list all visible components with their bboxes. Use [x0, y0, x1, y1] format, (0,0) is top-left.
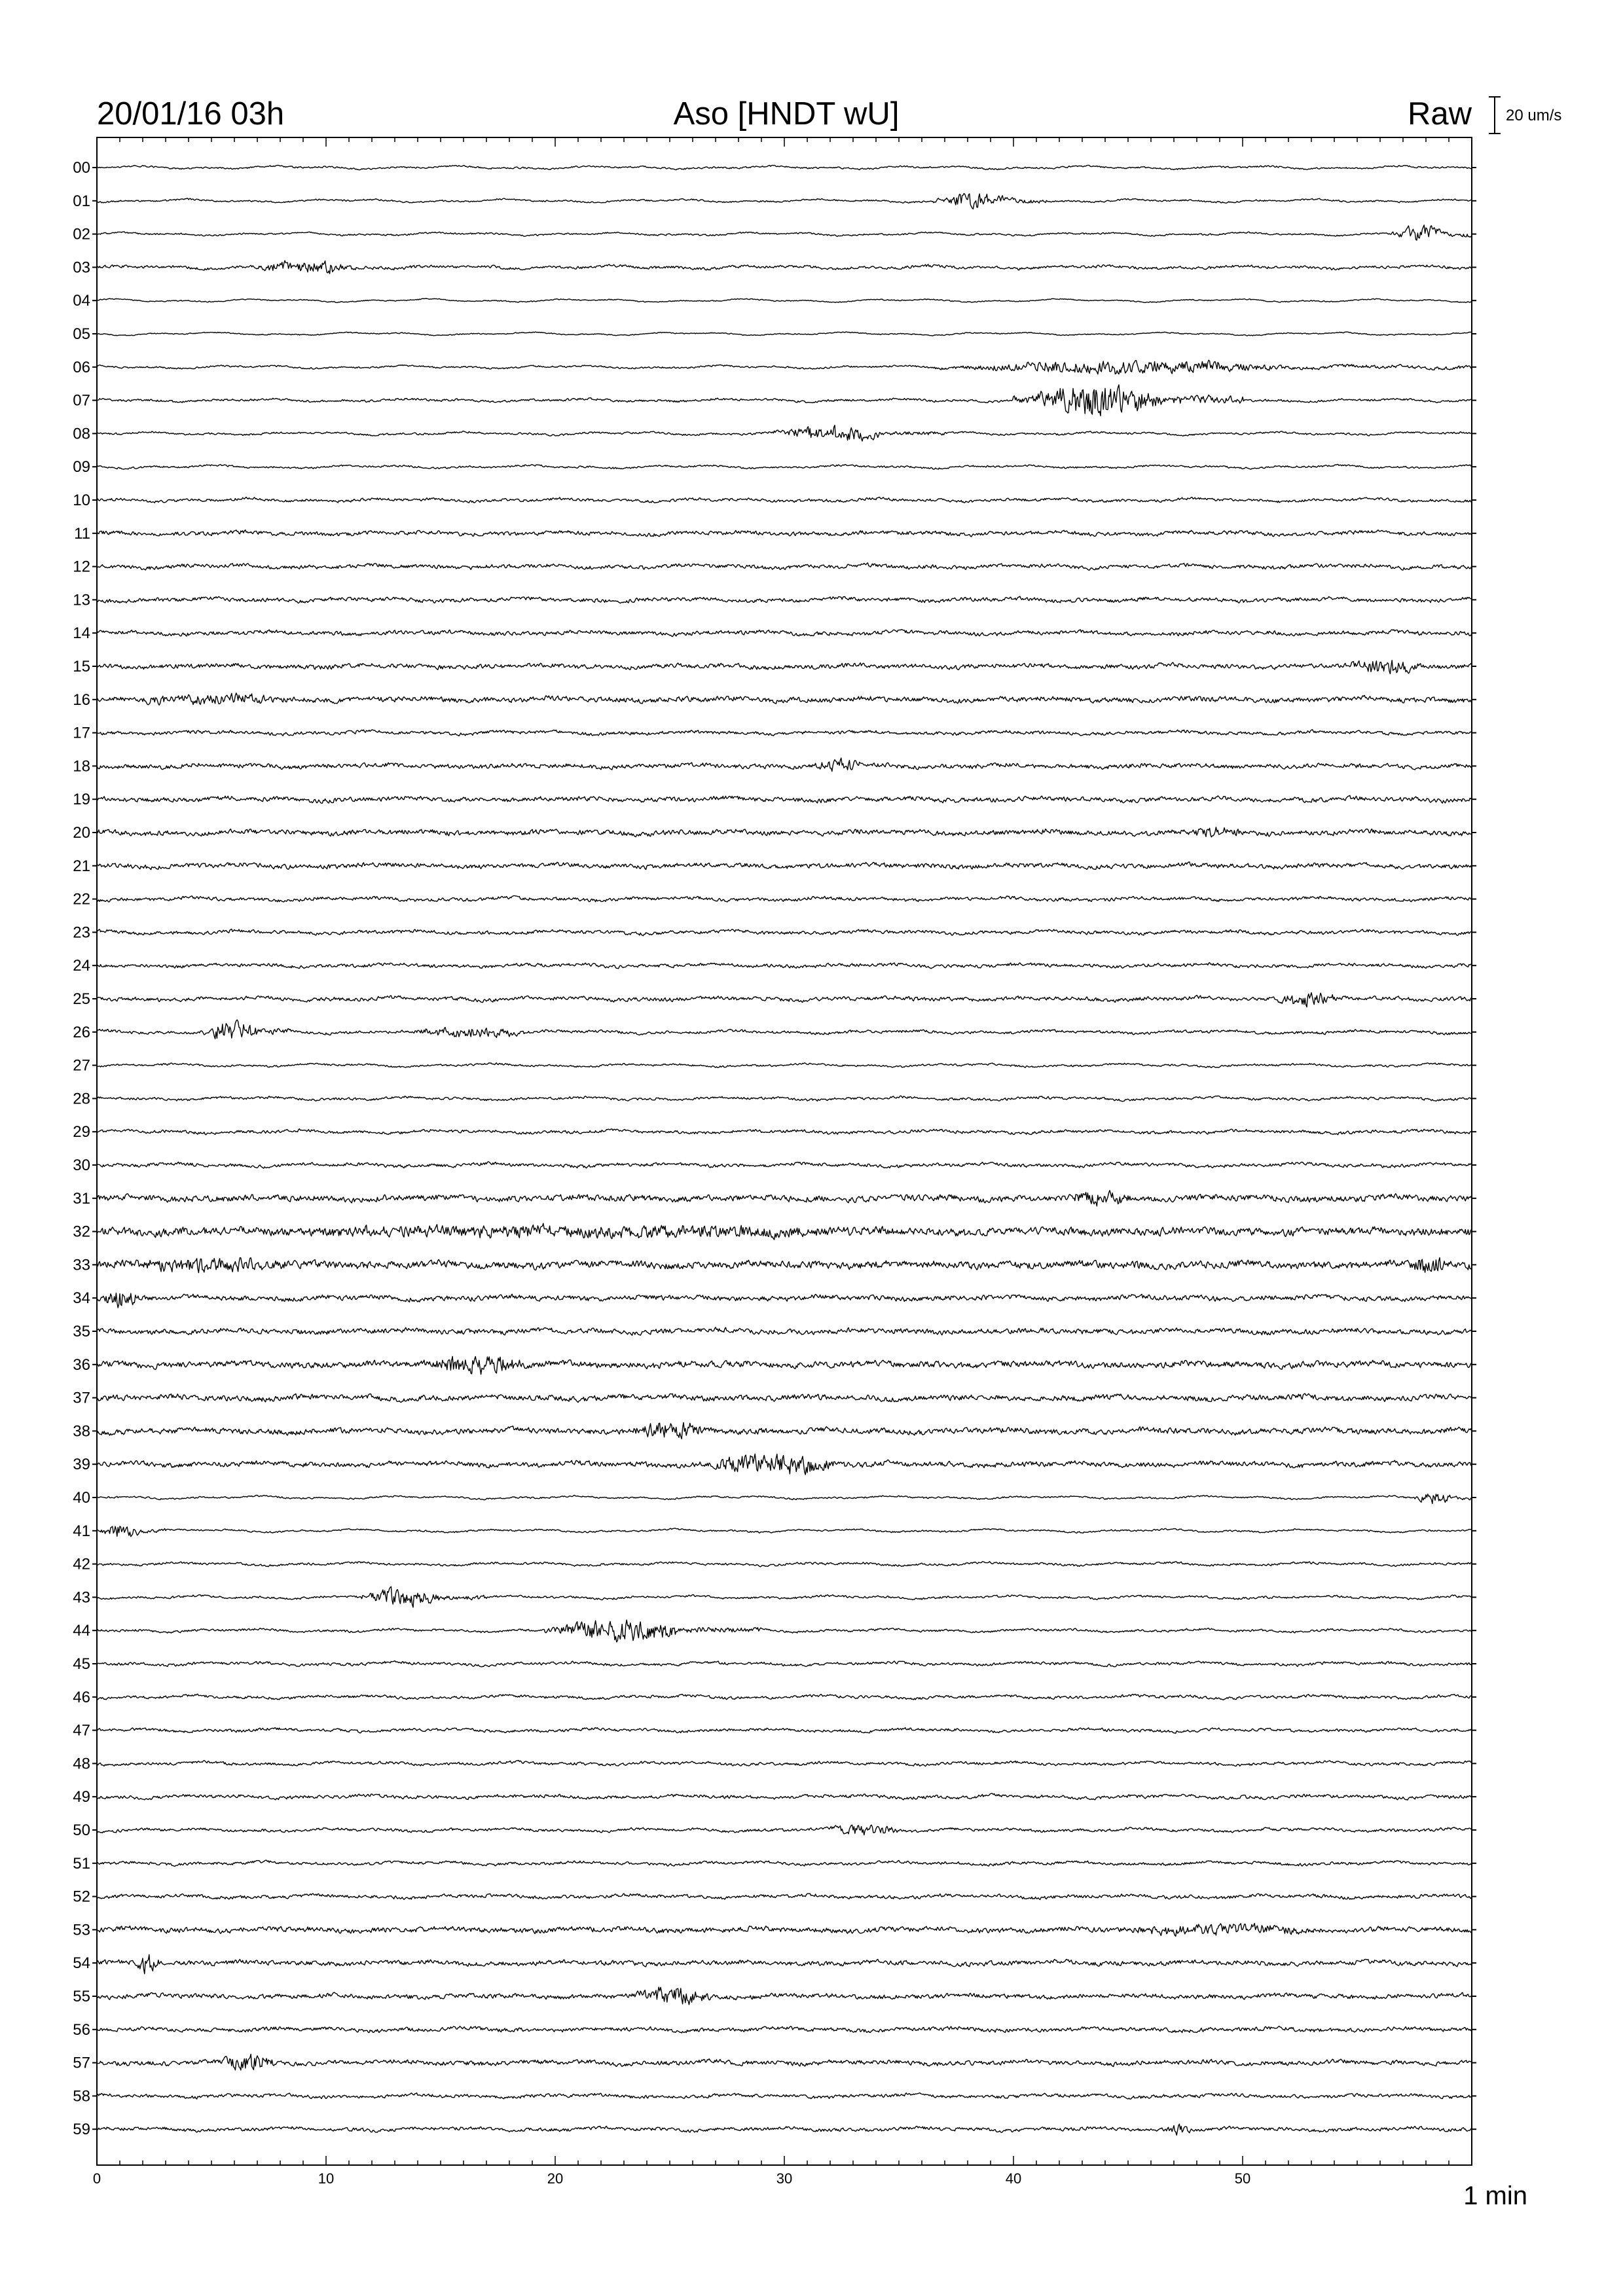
row-label: 52: [73, 1888, 90, 1906]
trace-row-42: [97, 1562, 1472, 1567]
row-label: 54: [73, 1954, 90, 1973]
row-label: 20: [73, 824, 90, 842]
trace-row-35: [97, 1327, 1472, 1335]
row-label: 07: [73, 391, 90, 410]
trace-row-41: [97, 1526, 1472, 1537]
row-label: 13: [73, 591, 90, 609]
row-label: 47: [73, 1721, 90, 1740]
trace-row-40: [97, 1494, 1472, 1504]
row-label: 04: [73, 292, 90, 310]
trace-row-49: [97, 1793, 1472, 1800]
row-label: 42: [73, 1555, 90, 1573]
row-label: 55: [73, 1988, 90, 2005]
row-label: 35: [73, 1323, 90, 1340]
row-label: 27: [73, 1056, 90, 1075]
tick-marks: [92, 137, 1476, 2165]
trace-row-29: [97, 1129, 1472, 1135]
trace-row-02: [97, 225, 1472, 240]
trace-row-43: [97, 1587, 1472, 1607]
row-label: 51: [73, 1854, 90, 1873]
trace-row-26: [97, 1020, 1472, 1039]
trace-row-17: [97, 730, 1472, 736]
scale-label: 20 um/s: [1506, 107, 1562, 124]
row-label: 29: [73, 1123, 90, 1141]
row-label: 12: [73, 558, 90, 576]
trace-row-14: [97, 630, 1472, 637]
trace-row-37: [97, 1393, 1472, 1403]
row-label: 31: [73, 1189, 90, 1208]
trace-row-58: [97, 2093, 1472, 2099]
trace-row-06: [97, 360, 1472, 374]
row-label: 10: [73, 492, 90, 509]
trace-row-44: [97, 1620, 1472, 1642]
trace-row-23: [97, 929, 1472, 936]
trace-row-38: [97, 1423, 1472, 1439]
row-label: 11: [74, 524, 90, 543]
x-tick-label: 20: [547, 2170, 564, 2187]
row-label: 26: [73, 1023, 90, 1041]
x-tick-label: 50: [1234, 2170, 1251, 2187]
x-tick-label: 40: [1005, 2170, 1022, 2187]
row-label: 45: [73, 1655, 90, 1673]
trace-row-04: [97, 298, 1472, 302]
row-label: 34: [73, 1289, 90, 1308]
row-label: 08: [73, 425, 90, 443]
trace-row-50: [97, 1825, 1472, 1835]
trace-row-15: [97, 660, 1472, 674]
trace-row-45: [97, 1661, 1472, 1667]
trace-row-53: [97, 1924, 1472, 1937]
trace-row-12: [97, 563, 1472, 570]
row-label: 05: [73, 325, 90, 343]
x-tick-labels: [93, 2170, 1250, 2187]
trace-row-20: [97, 827, 1472, 837]
row-label: 06: [73, 358, 90, 376]
row-label: 58: [73, 2087, 90, 2106]
row-label: 43: [73, 1588, 90, 1607]
trace-row-54: [97, 1954, 1472, 1973]
row-label: 33: [73, 1256, 90, 1274]
row-label: 30: [73, 1157, 90, 1174]
trace-row-00: [97, 165, 1472, 170]
trace-row-22: [97, 896, 1472, 903]
amplitude-scale-bar: [1489, 97, 1561, 134]
trace-row-01: [97, 194, 1472, 209]
row-label: 19: [73, 791, 90, 809]
trace-row-36: [97, 1356, 1472, 1374]
trace-row-03: [97, 260, 1472, 274]
station-title: Aso [HNDT wU]: [673, 96, 900, 132]
trace-row-08: [97, 425, 1472, 441]
trace-row-39: [97, 1454, 1472, 1475]
row-label: 38: [73, 1422, 90, 1441]
row-label: 40: [73, 1489, 90, 1507]
row-label: 48: [73, 1755, 90, 1773]
row-label: 46: [73, 1688, 90, 1706]
trace-row-18: [97, 758, 1472, 771]
row-label: 02: [73, 225, 90, 243]
trace-row-33: [97, 1258, 1472, 1273]
trace-row-32: [97, 1223, 1472, 1240]
trace-row-13: [97, 596, 1472, 603]
row-label: 59: [73, 2121, 90, 2139]
row-label: 39: [73, 1456, 90, 1474]
x-tick-label: 30: [776, 2170, 793, 2187]
trace-row-51: [97, 1860, 1472, 1866]
row-label: 09: [73, 458, 90, 476]
trace-row-55: [97, 1987, 1472, 2005]
trace-row-34: [97, 1293, 1472, 1308]
row-label: 18: [73, 757, 90, 776]
row-label: 23: [73, 924, 90, 942]
trace-row-59: [97, 2124, 1472, 2135]
trace-row-11: [97, 530, 1472, 537]
trace-row-09: [97, 465, 1472, 470]
row-label: 37: [73, 1389, 90, 1407]
row-label: 32: [73, 1223, 90, 1241]
trace-row-57: [97, 2054, 1472, 2070]
trace-row-46: [97, 1694, 1472, 1700]
row-label: 15: [73, 658, 90, 675]
x-tick-label: 0: [92, 2170, 101, 2187]
trace-row-56: [97, 2026, 1472, 2033]
row-label: 14: [73, 624, 90, 643]
trace-row-47: [97, 1728, 1472, 1734]
row-label: 56: [73, 2020, 90, 2039]
x-axis-label: 1 min: [1463, 2181, 1527, 2210]
datetime-label: 20/01/16 03h: [97, 96, 285, 132]
trace-row-31: [97, 1191, 1472, 1206]
row-label: 28: [73, 1090, 90, 1108]
row-label: 01: [73, 192, 90, 210]
trace-row-24: [97, 963, 1472, 969]
trace-row-48: [97, 1761, 1472, 1767]
traces: [97, 165, 1472, 2135]
row-label: 57: [73, 2054, 90, 2072]
row-label: 53: [73, 1921, 90, 1939]
mode-label: Raw: [1407, 96, 1472, 132]
trace-row-52: [97, 1893, 1472, 1899]
row-label: 44: [73, 1622, 90, 1640]
trace-row-28: [97, 1096, 1472, 1102]
row-label: 36: [73, 1355, 90, 1374]
row-label: 41: [73, 1522, 90, 1540]
row-label: 00: [73, 159, 90, 177]
trace-row-16: [97, 693, 1472, 705]
row-label: 24: [73, 957, 90, 975]
trace-row-21: [97, 862, 1472, 870]
trace-row-27: [97, 1063, 1472, 1067]
trace-row-25: [97, 993, 1472, 1007]
row-label: 22: [73, 890, 90, 908]
trace-row-07: [97, 385, 1472, 416]
row-label: 49: [73, 1788, 90, 1806]
row-label: 50: [73, 1821, 90, 1839]
row-label: 21: [73, 857, 90, 875]
row-labels: [73, 159, 90, 2138]
trace-row-10: [97, 497, 1472, 503]
row-label: 03: [73, 259, 90, 277]
x-tick-label: 10: [318, 2170, 335, 2187]
row-label: 17: [73, 724, 90, 742]
trace-row-19: [97, 795, 1472, 803]
row-label: 16: [73, 691, 90, 709]
trace-row-05: [97, 332, 1472, 336]
row-label: 25: [73, 990, 90, 1008]
plot-frame: [97, 137, 1472, 2165]
trace-row-30: [97, 1162, 1472, 1168]
